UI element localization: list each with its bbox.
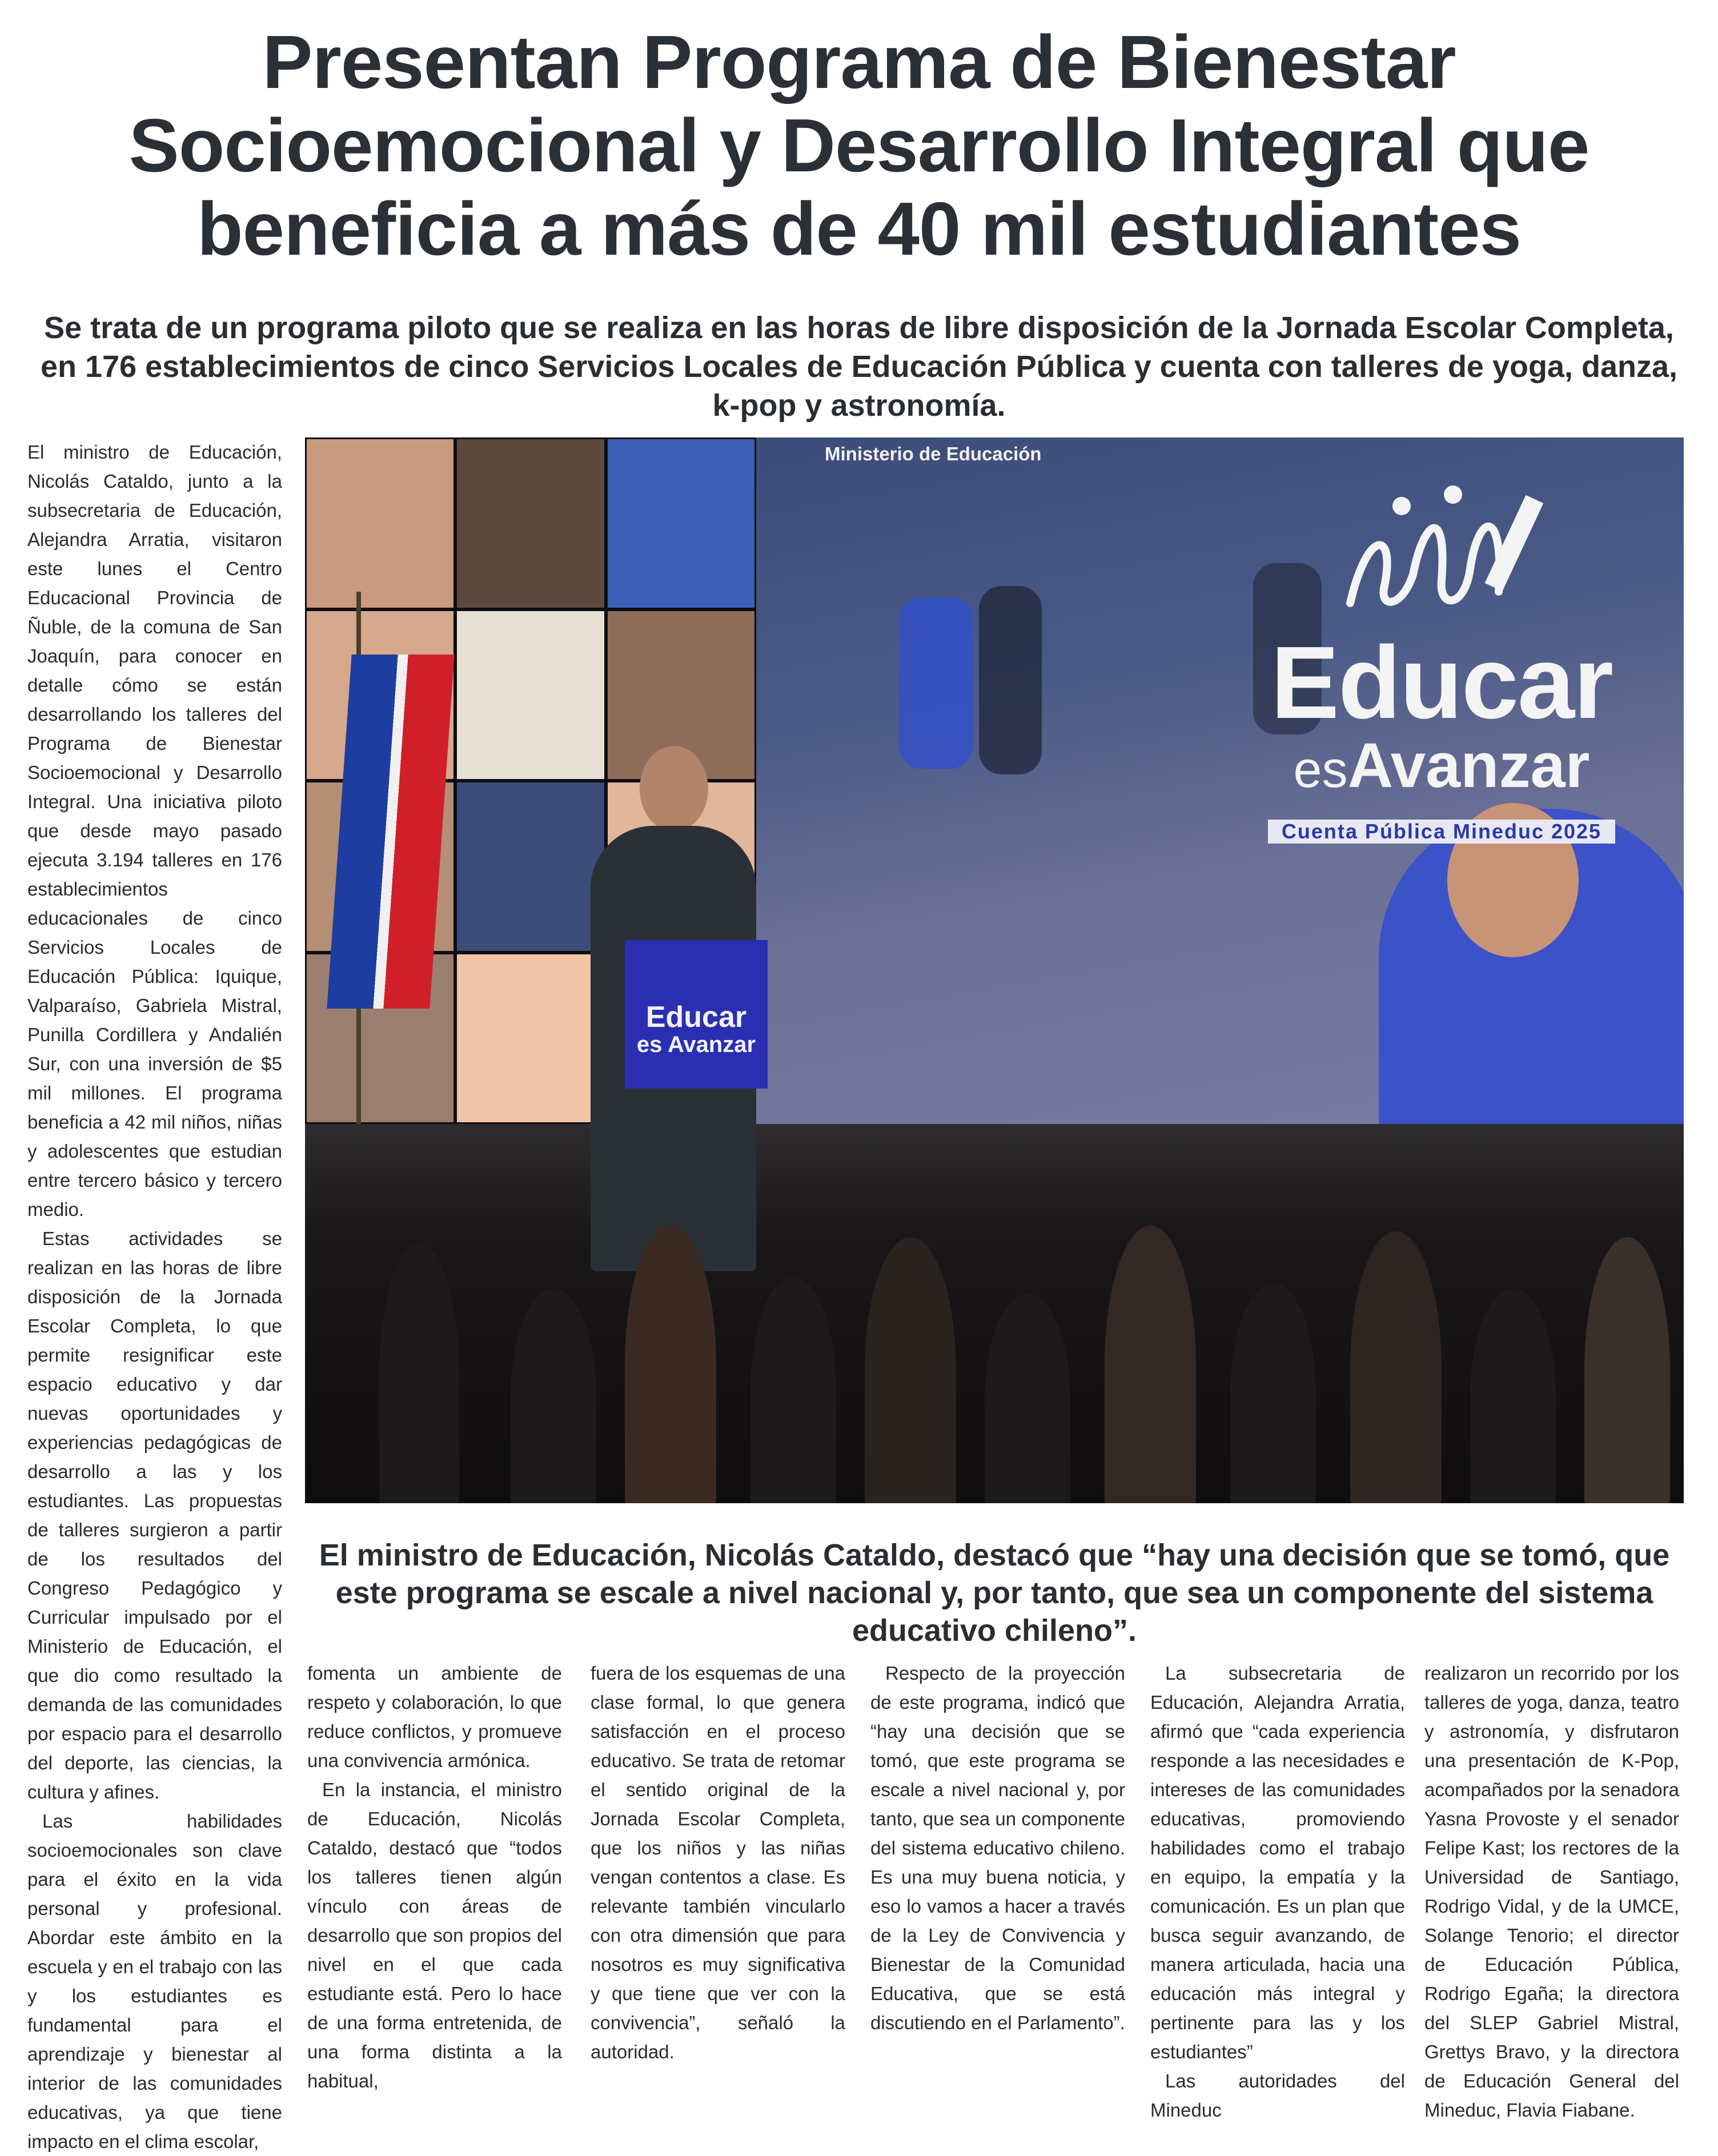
body-column-2 bbox=[591, 1659, 845, 2066]
speaker-head bbox=[640, 746, 708, 832]
audience-head bbox=[511, 1288, 596, 1503]
audience-head bbox=[750, 1277, 836, 1503]
paragraph: fomenta un ambiente de respeto y colaboración, lo que reduce conflictos, y promueve una convivencia armónica. bbox=[307, 1663, 562, 1771]
paragraph: Las autoridades del Mineduc bbox=[1150, 2070, 1405, 2121]
logo-educar: Educar bbox=[1270, 625, 1613, 740]
audience-head bbox=[1230, 1283, 1316, 1503]
logo-es-avanzar bbox=[1207, 730, 1676, 816]
event-photo bbox=[305, 437, 1684, 1503]
headline-line-1: Presentan Programa de Bienestar bbox=[262, 20, 1456, 104]
audience-head bbox=[1470, 1288, 1556, 1503]
projection-screen bbox=[739, 437, 1684, 1124]
audience-head bbox=[985, 1294, 1070, 1503]
paragraph: En la instancia, el ministro de Educación, Nicolás Cataldo, destacó que “todos los talleres tienen algún vínculo con áreas de desarrollo que son propios del nivel en el que cada estudiante está. Pero lo hace de una forma entretenida, de una forma distinta a la habitual, bbox=[307, 1779, 562, 2091]
body-column-4 bbox=[1150, 1659, 1405, 2125]
audience-head bbox=[1584, 1237, 1670, 1503]
portrait-tile bbox=[455, 609, 605, 781]
paragraph: Respecto de la proyección de este programa, indicó que “hay una decisión que se tomó, que este programa se escale a nivel nacional y, por tanto, que sea un componente del sistema educativo chileno. Es una muy buena noticia, y eso lo vamos a hacer a través de la Ley de Convivencia y Bienestar de la Comunidad Educativa, que se está discutiendo en el Parlamento”. bbox=[870, 1663, 1125, 2033]
logo-avanzar: Avanzar bbox=[1347, 730, 1590, 801]
screen-org-label: Ministerio de Educación bbox=[825, 443, 1042, 464]
podium bbox=[625, 940, 768, 1089]
pull-quote: El ministro de Educación, Nicolás Cataldo, destacó que “hay una decisión que se tomó, que este programa se escale a nivel nacional y, por tanto, que sea un componente del sistema educativo chileno”. bbox=[319, 1538, 1670, 1648]
audience-head bbox=[625, 1226, 716, 1503]
logo-es: es bbox=[1293, 741, 1348, 798]
portrait-tile bbox=[606, 437, 756, 609]
logo-tagline: Cuenta Pública Mineduc 2025 bbox=[1268, 820, 1615, 844]
podium-avanzar: es Avanzar bbox=[636, 1032, 756, 1057]
body-column-1 bbox=[307, 1659, 562, 2095]
pencil-loops-icon bbox=[1333, 472, 1550, 632]
paragraph: fuera de los esquemas de una clase formal, lo que genera satisfacción en el proceso educativo. Se trata de retomar el sentido original de la Jornada Escolar Completa, que los niños y las niñas vengan contentos a clase. Es relevante también vincularlo con otra dimensión que para nosotros es muy significativa y que tiene que ver con la convivencia”, señaló la autoridad. bbox=[591, 1663, 845, 2062]
audience-head bbox=[379, 1243, 459, 1503]
body-column-5 bbox=[1424, 1659, 1679, 2125]
headline-line-3: beneficia a más de 40 mil estudiantes bbox=[197, 187, 1521, 271]
educar-es-avanzar-logo bbox=[1207, 472, 1676, 844]
portrait-tile bbox=[455, 437, 605, 609]
audience bbox=[305, 1203, 1684, 1503]
headline-line-2: Socioemocional y Desarrollo Integral que bbox=[129, 103, 1589, 187]
paragraph: Estas actividades se realizan en las horas de libre disposición de la Jornada Escolar Completa, lo que permite resignificar este espacio educativo y dar nuevas oportunidades y experiencias pedagógicas de desarrollo a las y los estudiantes. Las propuestas de talleres surgieron a partir de los resultados del Congreso Pedagógico y Curricular impulsado por el Ministerio de Educación, el que dio como resultado la demanda de las comunidades por espacio para el desarrollo del deporte, las ciencias, la cultura y afines. bbox=[27, 1228, 282, 1802]
paragraph: realizaron un recorrido por los talleres de yoga, danza, teatro y astronomía, y disfrutaron una presentación de K-Pop, acompañados por la senadora Yasna Provoste y el senador Felipe Kast; los rectores de la Universidad de Santiago, Rodrigo Vidal, y de la UMCE, Solange Tenorio; el director de Educación Pública, Rodrigo Egaña; la directora del SLEP Gabriel Mistral, Grettys Bravo, y la directora de Educación General del Mineduc, Flavia Fiabane. bbox=[1424, 1663, 1679, 2121]
audience-head bbox=[1105, 1226, 1196, 1503]
paragraph: Las habilidades socioemocionales son clave para el éxito en la vida personal y profesional. Abordar este ámbito en la escuela y en el trabajo con las y los estudiantes es fundamental para el aprendizaje y bienestar al interior de las comunidades educativas, ya que tiene impacto en el clima escolar, bbox=[27, 1810, 282, 2152]
portrait-tile bbox=[455, 781, 605, 953]
left-column bbox=[27, 437, 282, 2156]
portrait-tile bbox=[455, 953, 605, 1125]
paragraph: La subsecretaria de Educación, Alejandra Arratia, afirmó que “cada experiencia responde a las necesidades e intereses de las comunidades educativas, promoviendo habilidades como el trabajo en equipo, la empatía y la comunicación. Es un plan que busca seguir avanzando, de manera articulada, hacia una educación más integral y pertinente para las y los estudiantes” bbox=[1150, 1663, 1405, 2062]
screen-figure bbox=[979, 586, 1042, 774]
subheadline: Se trata de un programa piloto que se realiza en las horas de libre disposición de la Jornada Escolar Completa, en 176 establecimientos de cinco Servicios Locales de Educación Pública y cuenta con talleres de yoga, danza, k-pop y astronomía. bbox=[40, 311, 1678, 423]
body-column-3 bbox=[870, 1659, 1125, 2037]
podium-educar: Educar bbox=[645, 1001, 747, 1034]
screen-figure bbox=[899, 597, 973, 769]
portrait-tile bbox=[305, 437, 455, 609]
audience-head bbox=[1350, 1231, 1442, 1503]
headline bbox=[23, 21, 1695, 271]
audience-head bbox=[865, 1237, 956, 1503]
paragraph: El ministro de Educación, Nicolás Cataldo, junto a la subsecretaria de Educación, Alejandra Arratia, visitaron este lunes el Centro Educacional Provincia de Ñuble, de la comuna de San Joaquín, para conocer en detalle cómo se están desarrollando los talleres del Programa de Bienestar Socioemocional y Desarrollo Integral. Una iniciativa piloto que desde mayo pasado ejecuta 3.194 talleres en 176 establecimientos educacionales de cinco Servicios Locales de Educación Pública: Iquique, Valparaíso, Gabriela Mistral, Punilla Cordillera y Andalién Sur, con una inversión de $5 mil millones. El programa beneficia a 42 mil niños, niñas y adolescentes que estudian entre tercero básico y tercero medio. bbox=[27, 441, 282, 1220]
